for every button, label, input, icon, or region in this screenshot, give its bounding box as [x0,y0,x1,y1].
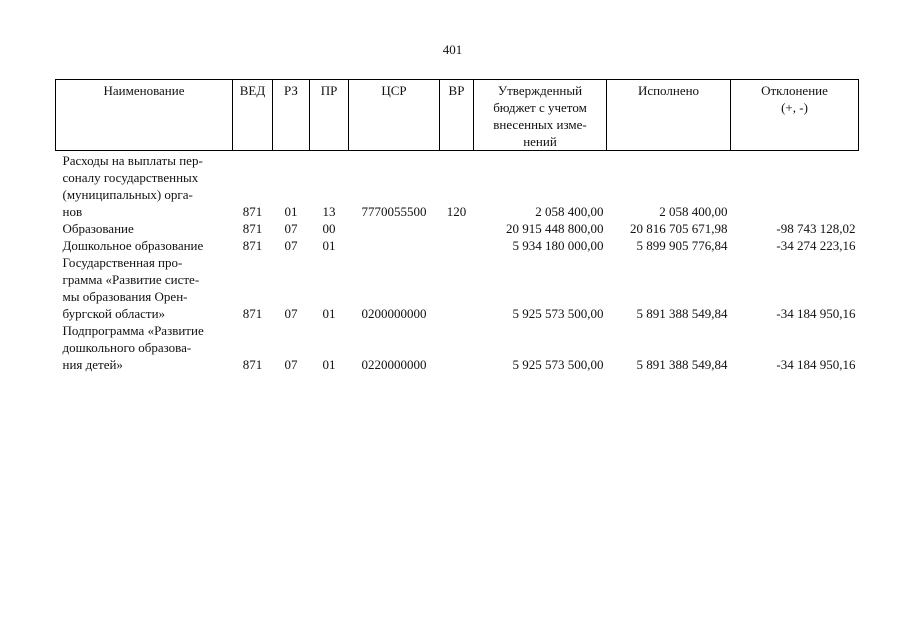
row-ved: 871 [242,306,263,321]
row-approved: 5 925 573 500,00 [512,357,604,372]
row-deviation: -98 743 128,02 [776,221,856,236]
row-rz: 07 [284,221,298,236]
row-name-line: ния детей» [62,357,123,372]
row-ved: 871 [242,221,263,236]
row-deviation: -34 184 950,16 [776,357,856,372]
row-pr: 13 [322,204,336,219]
header-approved [474,80,607,151]
row-name-line: Государственная про- [62,255,183,270]
table-header-row [56,80,859,151]
budget-table [55,79,859,373]
table-row [56,220,859,237]
page-number: 401 [442,42,463,57]
header-deviation-line: Отклонение [761,83,828,98]
row-vr [440,254,474,322]
row-vr [440,220,474,237]
row-approved: 5 925 573 500,00 [512,306,604,321]
row-vr [440,322,474,373]
row-approved: 20 915 448 800,00 [506,221,604,236]
header-approved-line: внесенных изме- [493,117,587,132]
header-vr: ВР [440,80,474,151]
row-name [56,237,233,254]
row-executed: 5 891 388 549,84 [636,306,728,321]
row-executed: 2 058 400,00 [659,204,728,219]
header-approved-line: нений [523,134,557,149]
row-csr: 7770055500 [361,204,427,219]
table-row [56,322,859,373]
row-name-line: Расходы на выплаты пер- [62,153,203,168]
row-rz: 07 [284,357,298,372]
header-executed: Исполнено [607,80,731,151]
row-pr: 01 [322,357,336,372]
table-row [56,152,859,220]
row-vr [440,237,474,254]
row-executed: 5 891 388 549,84 [636,357,728,372]
header-approved-line: Утвержденный [497,83,583,98]
row-csr [349,220,440,237]
header-name: Наименование [56,80,233,151]
row-name [56,322,233,373]
header-csr: ЦСР [349,80,440,151]
row-approved: 5 934 180 000,00 [512,238,604,253]
row-deviation: -34 184 950,16 [776,306,856,321]
row-pr: 01 [322,306,336,321]
row-pr: 01 [322,238,336,253]
row-name-line: (муниципальных) орга- [62,187,193,202]
header-rz: РЗ [273,80,310,151]
row-name [56,152,233,220]
row-csr: 0220000000 [361,357,427,372]
row-approved: 2 058 400,00 [535,204,604,219]
header-pr: ПР [310,80,349,151]
row-name [56,220,233,237]
row-executed: 20 816 705 671,98 [630,221,728,236]
row-name-line: мы образования Орен- [62,289,188,304]
row-csr: 0200000000 [361,306,427,321]
row-name-line: дошкольного образова- [62,340,192,355]
row-deviation [731,152,859,220]
table-row [56,254,859,322]
row-csr [349,237,440,254]
row-vr: 120 [446,204,467,219]
row-rz: 01 [284,204,298,219]
row-name-line: соналу государственных [62,170,199,185]
table-row [56,237,859,254]
row-ved: 871 [242,238,263,253]
row-name-line: Подпрограмма «Развитие [62,323,204,338]
row-name [56,254,233,322]
row-ved: 871 [242,357,263,372]
row-deviation: -34 274 223,16 [776,238,856,253]
row-name-line: Дошкольное образование [62,238,204,253]
row-rz: 07 [284,306,298,321]
header-approved-line: бюджет с учетом [493,100,587,115]
header-deviation [731,80,859,151]
row-name-line: нов [62,204,83,219]
row-ved: 871 [242,204,263,219]
row-pr: 00 [322,221,336,236]
row-executed: 5 899 905 776,84 [636,238,728,253]
header-deviation-line: (+, -) [781,100,808,115]
row-name-line: бургской области» [62,306,166,321]
header-ved: ВЕД [233,80,273,151]
row-name-line: грамма «Развитие систе- [62,272,200,287]
row-rz: 07 [284,238,298,253]
row-name-line: Образование [62,221,134,236]
